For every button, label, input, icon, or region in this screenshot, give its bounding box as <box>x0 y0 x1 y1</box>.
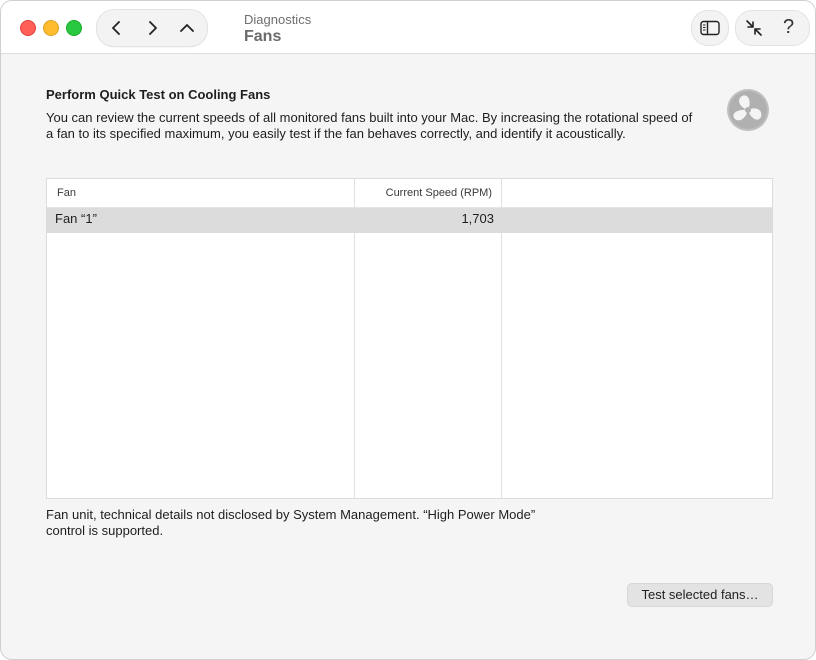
section-description: You can review the current speeds of all monitored fans built into your Mac. By increasing the rotational speed of a fan to its specified maximum, you easily test if the fan behaves correctly, and identify it acoustically. <box>46 110 693 141</box>
test-selected-fans-button[interactable]: Test selected fans… <box>627 583 773 607</box>
collapse-arrows-icon[interactable] <box>745 19 763 37</box>
chevron-left-icon <box>110 21 124 35</box>
navigation-group <box>96 9 208 47</box>
table-row[interactable] <box>47 208 772 233</box>
window-close-button[interactable] <box>20 20 36 36</box>
page-title: Fans <box>244 28 282 45</box>
breadcrumb: Diagnostics <box>244 12 312 27</box>
fans-table <box>46 178 773 499</box>
toolbar <box>1 1 815 54</box>
column-header-current-speed[interactable]: Current Speed (RPM) <box>385 187 492 199</box>
back-button[interactable] <box>99 10 135 46</box>
column-header-fan[interactable]: Fan <box>57 187 76 199</box>
up-button[interactable] <box>169 10 205 46</box>
help-button[interactable]: ? <box>783 16 795 38</box>
fan-unit-note: Fan unit, technical details not disclosed by System Management. “High Power Mode” control is supported. <box>46 507 536 538</box>
toolbar-right-group <box>735 10 810 46</box>
section-heading: Perform Quick Test on Cooling Fans <box>46 87 271 102</box>
chevron-up-icon <box>180 21 194 35</box>
window-zoom-button[interactable] <box>66 20 82 36</box>
sidebar-toggle-icon <box>700 20 720 36</box>
sidebar-toggle-button[interactable] <box>691 10 729 46</box>
table-header <box>47 179 772 208</box>
forward-button[interactable] <box>134 10 170 46</box>
window-minimize-button[interactable] <box>43 20 59 36</box>
chevron-right-icon <box>145 21 159 35</box>
cell-fan-name: Fan “1” <box>55 211 97 226</box>
fan-icon <box>726 88 770 132</box>
cell-fan-speed: 1,703 <box>461 211 494 226</box>
